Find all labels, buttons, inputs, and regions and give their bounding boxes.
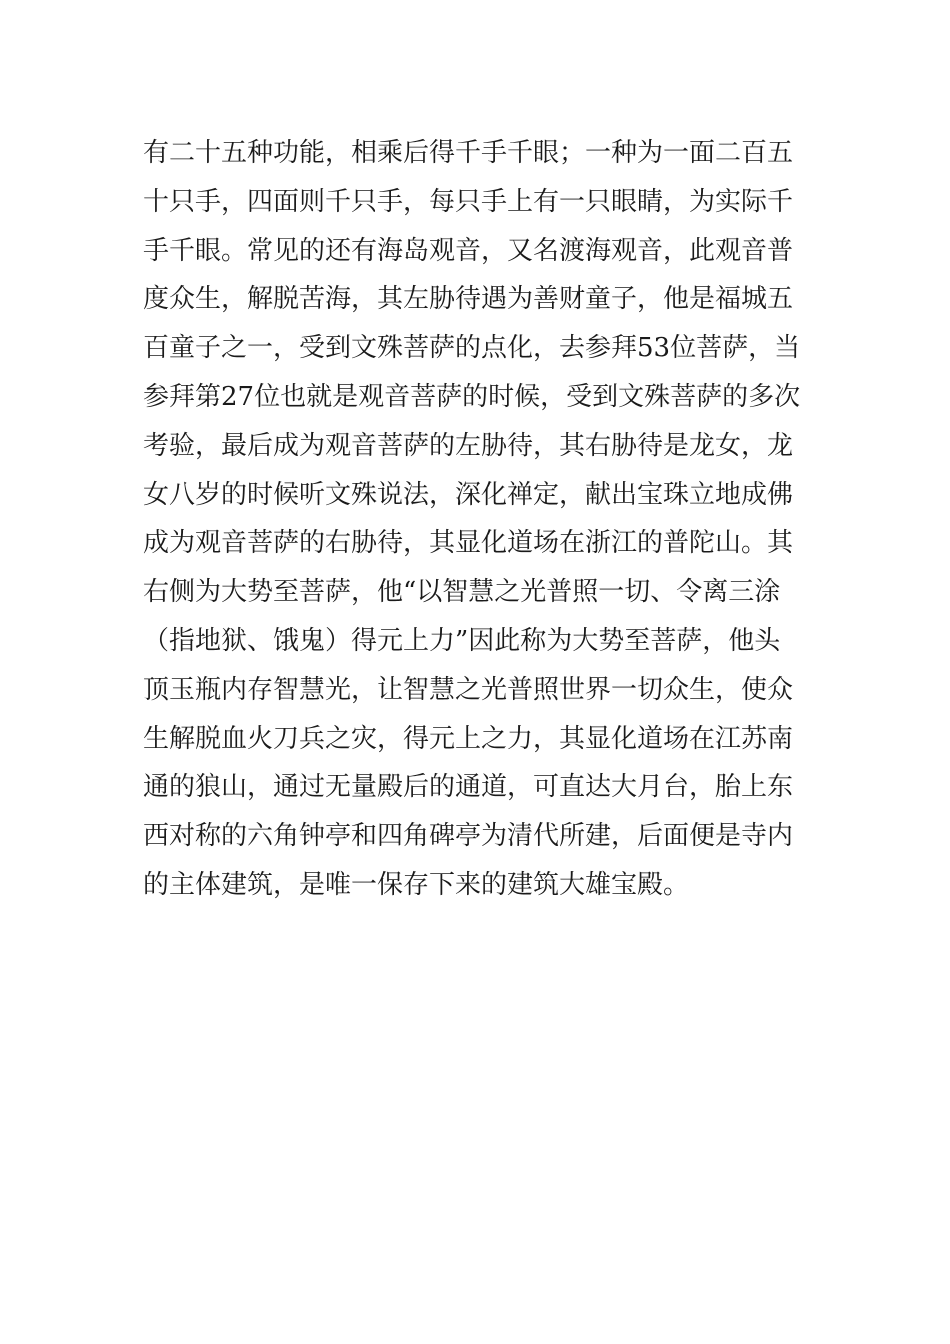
text-line: 有二十五种功能，相乘后得千手千眼；一种为一面二百五 xyxy=(143,138,794,168)
text-line: 手千眼。常见的还有海岛观音，又名渡海观音，此观音普 xyxy=(143,235,794,266)
text-line: 考验，最后成为观音菩萨的左胁待，其右胁待是龙女，龙 xyxy=(143,430,794,461)
text-line: 度众生，解脱苦海，其左胁待遇为善财童子，他是福城五 xyxy=(143,284,794,315)
text-line: （指地狱、饿鬼）得元上力”因此称为大势至菩萨，他头 xyxy=(143,625,781,656)
text-line: 通的狼山，通过无量殿后的通道，可直达大月台，胎上东 xyxy=(143,772,794,803)
text-line: 百童子之一，受到文殊菩萨的点化，去参拜53位菩萨，当 xyxy=(143,333,801,364)
body-paragraph xyxy=(143,129,807,910)
text-line: 成为观音菩萨的右胁待，其显化道场在浙江的普陀山。其 xyxy=(143,528,794,559)
text-line: 参拜第27位也就是观音菩萨的时候，受到文殊菩萨的多次 xyxy=(143,381,801,412)
text-line: 顶玉瓶内存智慧光，让智慧之光普照世界一切众生，使众 xyxy=(143,674,794,705)
text-line: 十只手，四面则千只手，每只手上有一只眼睛，为实际千 xyxy=(143,186,794,217)
text-line: 生解脱血火刀兵之灾，得元上之力，其显化道场在江苏南 xyxy=(143,723,794,754)
text-line: 女八岁的时候听文殊说法，深化禅定，献出宝珠立地成佛 xyxy=(143,479,794,510)
text-line: 的主体建筑，是唯一保存下来的建筑大雄宝殿。 xyxy=(143,869,690,900)
text-line: 右侧为大势至菩萨，他“以智慧之光普照一切、令离三涂 xyxy=(143,577,781,608)
text-line: 西对称的六角钟亭和四角碑亭为清代所建，后面便是寺内 xyxy=(143,821,794,852)
